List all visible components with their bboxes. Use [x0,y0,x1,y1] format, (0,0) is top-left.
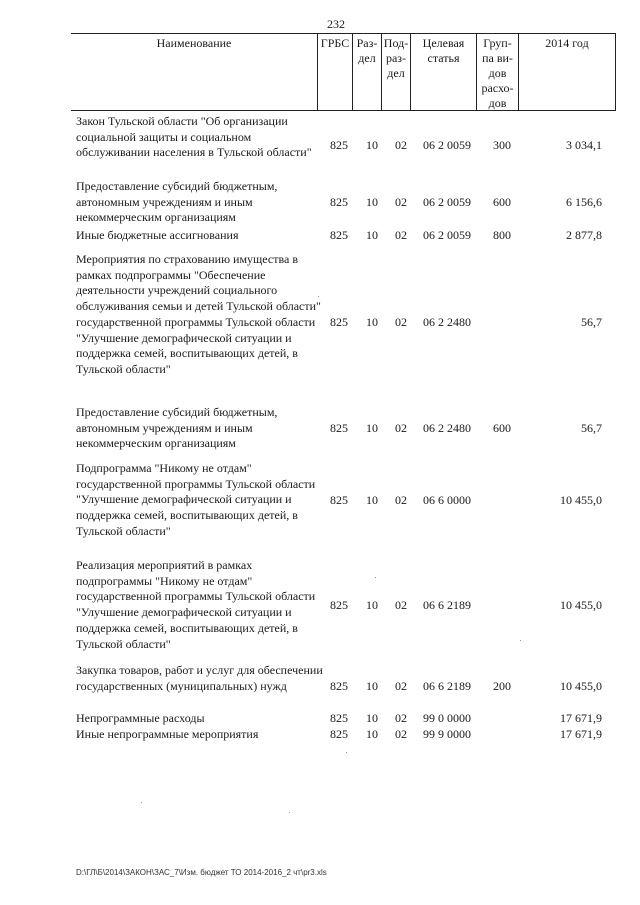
row-target-article: 06 2 0059 [423,228,471,242]
row-razdel: 10 [366,138,378,152]
header-name: Наименование [156,36,232,50]
row-grbs: 825 [330,421,348,435]
row-amount: 17 671,9 [560,711,602,725]
row-razdel: 10 [366,228,378,242]
row-amount: 6 156,6 [566,195,602,209]
page-number: 232 [327,17,345,31]
row-target-article: 06 6 2189 [423,598,471,612]
scan-speck [289,812,290,813]
row-name: Мероприятия по страхованию имущества в рамках подпрограммы "Обеспечение деятельности учреждений социального обслуживания семьи и детей Тульской области" государственной программы Тульской области "Улучшение демографической ситуации и поддержка семей, воспитывающих детей, в Тульской области" [76,252,321,376]
scan-speck [346,752,347,753]
row-podrazdel: 02 [395,679,407,693]
scan-speck [375,577,376,578]
row-expense-type: 600 [493,421,511,435]
row-podrazdel: 02 [395,727,407,741]
row-target-article: 06 2 2480 [423,315,471,329]
row-grbs: 825 [330,711,348,725]
row-amount: 56,7 [581,421,602,435]
row-expense-type: 600 [493,195,511,209]
row-razdel: 10 [366,195,378,209]
row-amount: 17 671,9 [560,727,602,741]
row-name: Иные бюджетные ассигнования [76,228,239,242]
row-name: Предоставление субсидий бюджетным, автономным учреждениям и иным некоммерческим организациям [76,405,278,451]
row-amount: 10 455,0 [560,598,602,612]
row-podrazdel: 02 [395,711,407,725]
row-name: Непрограммные расходы [76,711,205,725]
header-podrazdel: Под- раз- дел [381,34,410,110]
row-razdel: 10 [366,493,378,507]
row-target-article: 06 2 2480 [423,421,471,435]
row-razdel: 10 [366,598,378,612]
row-grbs: 825 [330,598,348,612]
row-amount: 10 455,0 [560,493,602,507]
row-expense-type: 300 [493,138,511,152]
row-grbs: 825 [330,138,348,152]
row-grbs: 825 [330,679,348,693]
header-razdel: Раз- дел [352,34,381,110]
header-year-2014: 2014 год [518,34,616,110]
row-expense-type: 800 [493,228,511,242]
row-name: Закон Тульской области "Об организации социальной защиты и социальном обслуживании населения в Тульской области" [76,114,312,160]
file-path-footer: D:\ГЛ\Б\2014\ЗАКОН\ЗАС_7\Изм. бюджет ТО 2014-2016_2 чт\pr3.xls [76,868,327,877]
row-grbs: 825 [330,228,348,242]
row-amount: 56,7 [581,315,602,329]
row-name: Реализация мероприятий в рамках подпрограммы "Никому не отдам" государственной программы Тульской области "Улучшение демографической ситуации и поддержка семей, воспитывающих детей, в Тульской области" [76,558,316,651]
row-name: Предоставление субсидий бюджетным, автономным учреждениям и иным некоммерческим организациям [76,179,278,225]
row-podrazdel: 02 [395,195,407,209]
row-podrazdel: 02 [395,138,407,152]
row-podrazdel: 02 [395,315,407,329]
row-name: Закупка товаров, работ и услуг для обеспечении государственных (муниципальных) нужд [76,663,323,693]
row-amount: 3 034,1 [566,138,602,152]
header-grbs: ГРБС [317,34,352,110]
scan-speck [520,640,521,641]
row-target-article: 99 0 0000 [423,711,471,725]
row-razdel: 10 [366,679,378,693]
row-grbs: 825 [330,493,348,507]
row-grbs: 825 [330,315,348,329]
row-expense-type: 200 [493,679,511,693]
row-razdel: 10 [366,315,378,329]
row-name: Подпрограмма "Никому не отдам" государственной программы Тульской области "Улучшение демографической ситуации и поддержка семей, воспитывающих детей, в Тульской области" [76,461,316,538]
header-expense-type-group: Груп- па ви- дов расхо- дов [476,34,518,110]
row-target-article: 99 9 0000 [423,727,471,741]
row-razdel: 10 [366,727,378,741]
scan-speck [318,296,319,297]
row-podrazdel: 02 [395,228,407,242]
row-target-article: 06 2 0059 [423,195,471,209]
row-podrazdel: 02 [395,598,407,612]
header-target-article: Целевая статья [410,34,476,110]
row-target-article: 06 6 2189 [423,679,471,693]
row-grbs: 825 [330,727,348,741]
row-podrazdel: 02 [395,421,407,435]
row-podrazdel: 02 [395,493,407,507]
row-grbs: 825 [330,195,348,209]
row-amount: 2 877,8 [566,228,602,242]
row-razdel: 10 [366,421,378,435]
row-target-article: 06 6 0000 [423,493,471,507]
row-amount: 10 455,0 [560,679,602,693]
scan-speck [141,802,142,803]
row-name: Иные непрограммные мероприятия [76,727,259,741]
row-target-article: 06 2 0059 [423,138,471,152]
row-razdel: 10 [366,711,378,725]
